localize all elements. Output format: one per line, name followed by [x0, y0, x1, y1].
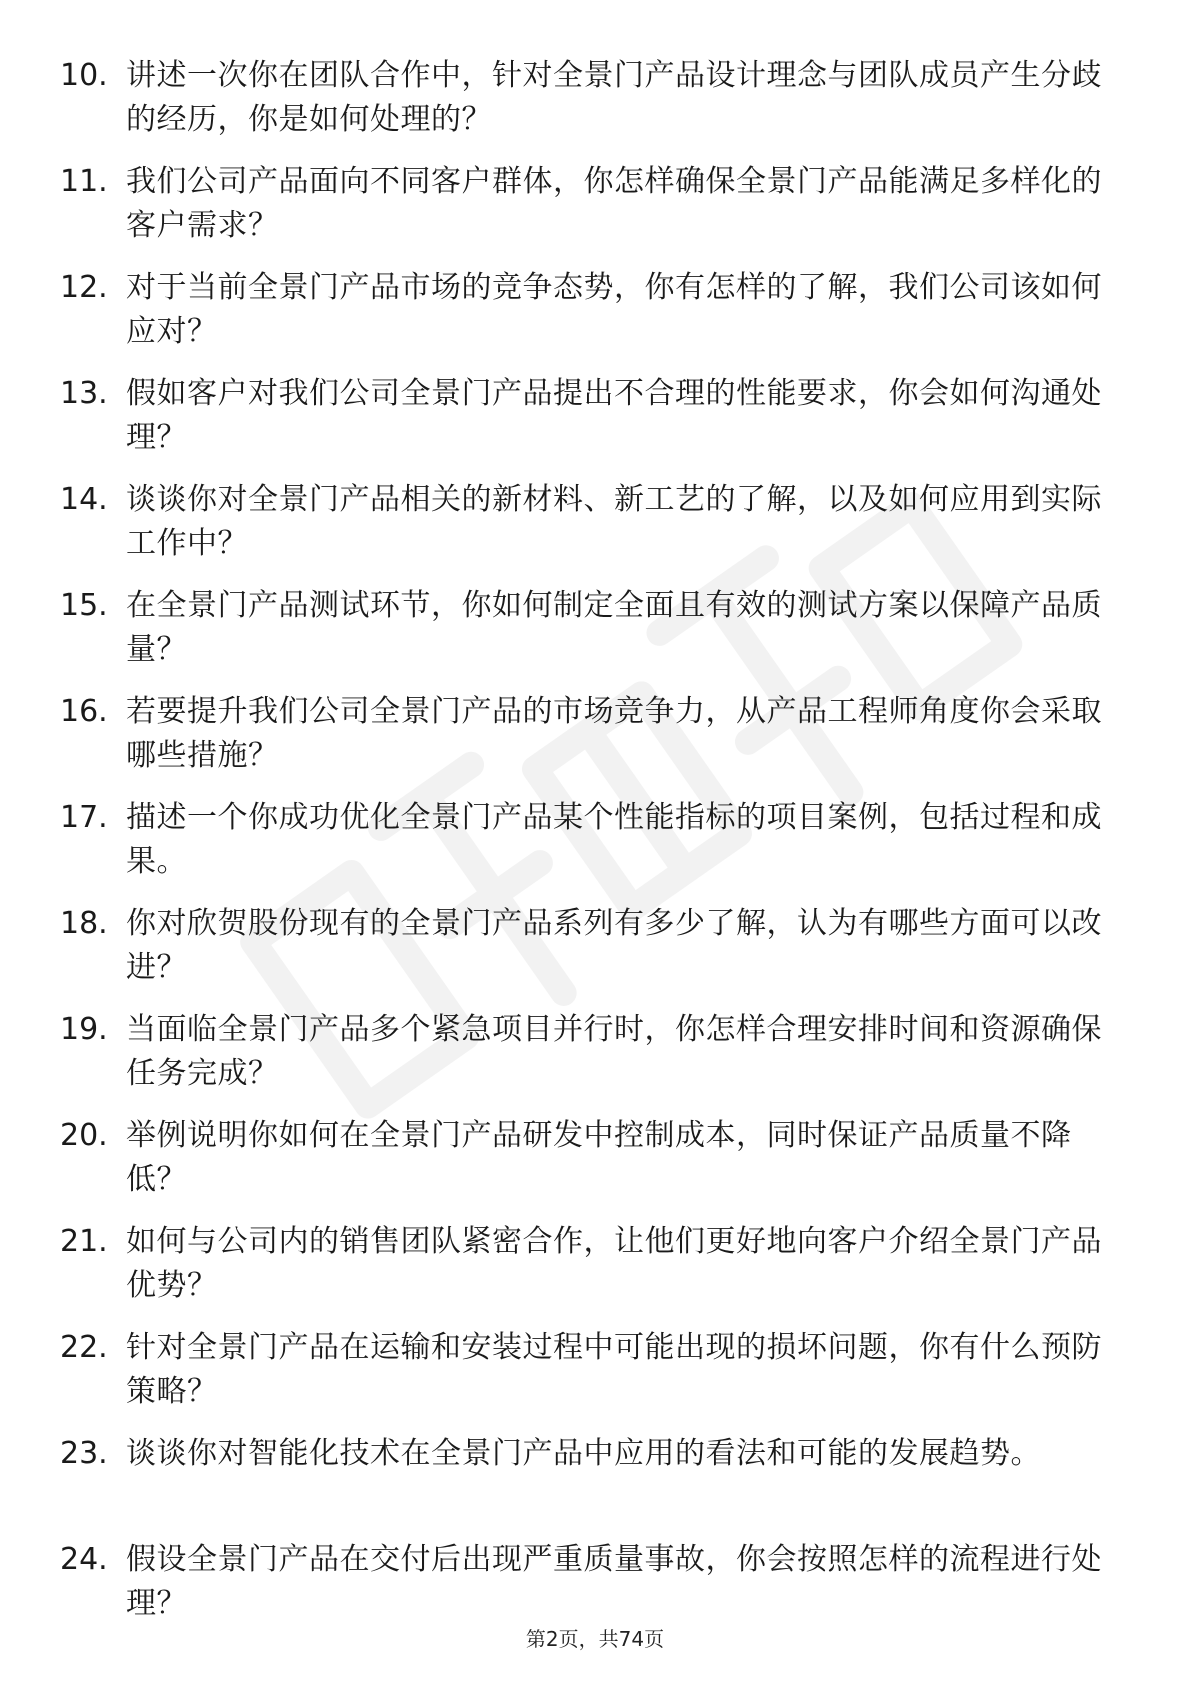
- question-number: 23.: [60, 1436, 108, 1471]
- question-text: 当面临全景门产品多个紧急项目并行时，你怎样合理安排时间和资源确保任务完成？: [126, 1012, 1102, 1091]
- question-number: 14.: [60, 482, 108, 517]
- question-number: 12.: [60, 270, 108, 305]
- question-text: 描述一个你成功优化全景门产品某个性能指标的项目案例，包括过程和成果。: [126, 800, 1102, 879]
- question-number: 17.: [60, 800, 108, 835]
- question-number: 13.: [60, 376, 108, 411]
- list-item: [60, 1008, 1120, 1114]
- question-text: 谈谈你对全景门产品相关的新材料、新工艺的了解，以及如何应用到实际工作中？: [126, 482, 1102, 561]
- list-item: [60, 372, 1120, 478]
- question-text: 在全景门产品测试环节，你如何制定全面且有效的测试方案以保障产品质量？: [126, 588, 1102, 667]
- question-number: 11.: [60, 164, 108, 199]
- question-text: 我们公司产品面向不同客户群体，你怎样确保全景门产品能满足多样化的客户需求？: [126, 164, 1102, 243]
- list-item: [60, 54, 1120, 160]
- question-list: [60, 54, 1120, 1644]
- question-text: 举例说明你如何在全景门产品研发中控制成本，同时保证产品质量不降低？: [126, 1118, 1072, 1197]
- list-item: [60, 1326, 1120, 1432]
- list-item: [60, 1220, 1120, 1326]
- question-text: 针对全景门产品在运输和安装过程中可能出现的损坏问题，你有什么预防策略？: [126, 1330, 1102, 1409]
- page-footer: 第2页，共74页: [525, 1627, 665, 1651]
- list-item: [60, 690, 1120, 796]
- list-item: [60, 1114, 1120, 1220]
- question-number: 21.: [60, 1224, 108, 1259]
- list-item: [60, 584, 1120, 690]
- question-number: 24.: [60, 1542, 108, 1577]
- question-number: 22.: [60, 1330, 108, 1365]
- list-item: [60, 1432, 1120, 1538]
- question-number: 18.: [60, 906, 108, 941]
- question-text: 假如客户对我们公司全景门产品提出不合理的性能要求，你会如何沟通处理？: [126, 376, 1102, 455]
- question-text: 如何与公司内的销售团队紧密合作，让他们更好地向客户介绍全景门产品优势？: [126, 1224, 1102, 1303]
- list-item: [60, 796, 1120, 902]
- question-number: 16.: [60, 694, 108, 729]
- question-number: 15.: [60, 588, 108, 623]
- question-text: 对于当前全景门产品市场的竞争态势，你有怎样的了解，我们公司该如何应对？: [126, 270, 1102, 349]
- question-text: 你对欣贺股份现有的全景门产品系列有多少了解，认为有哪些方面可以改进？: [126, 906, 1102, 985]
- question-text: 讲述一次你在团队合作中，针对全景门产品设计理念与团队成员产生分歧的经历，你是如何处理的？: [126, 58, 1102, 137]
- list-item: [60, 266, 1120, 372]
- question-number: 10.: [60, 58, 108, 93]
- list-item: [60, 478, 1120, 584]
- question-text: 若要提升我们公司全景门产品的市场竞争力，从产品工程师角度你会采取哪些措施？: [126, 694, 1102, 773]
- question-number: 20.: [60, 1118, 108, 1153]
- list-item: [60, 902, 1120, 1008]
- question-text: 谈谈你对智能化技术在全景门产品中应用的看法和可能的发展趋势。: [126, 1436, 1041, 1471]
- question-number: 19.: [60, 1012, 108, 1047]
- question-text: 假设全景门产品在交付后出现严重质量事故，你会按照怎样的流程进行处理？: [126, 1542, 1102, 1621]
- list-item: [60, 160, 1120, 266]
